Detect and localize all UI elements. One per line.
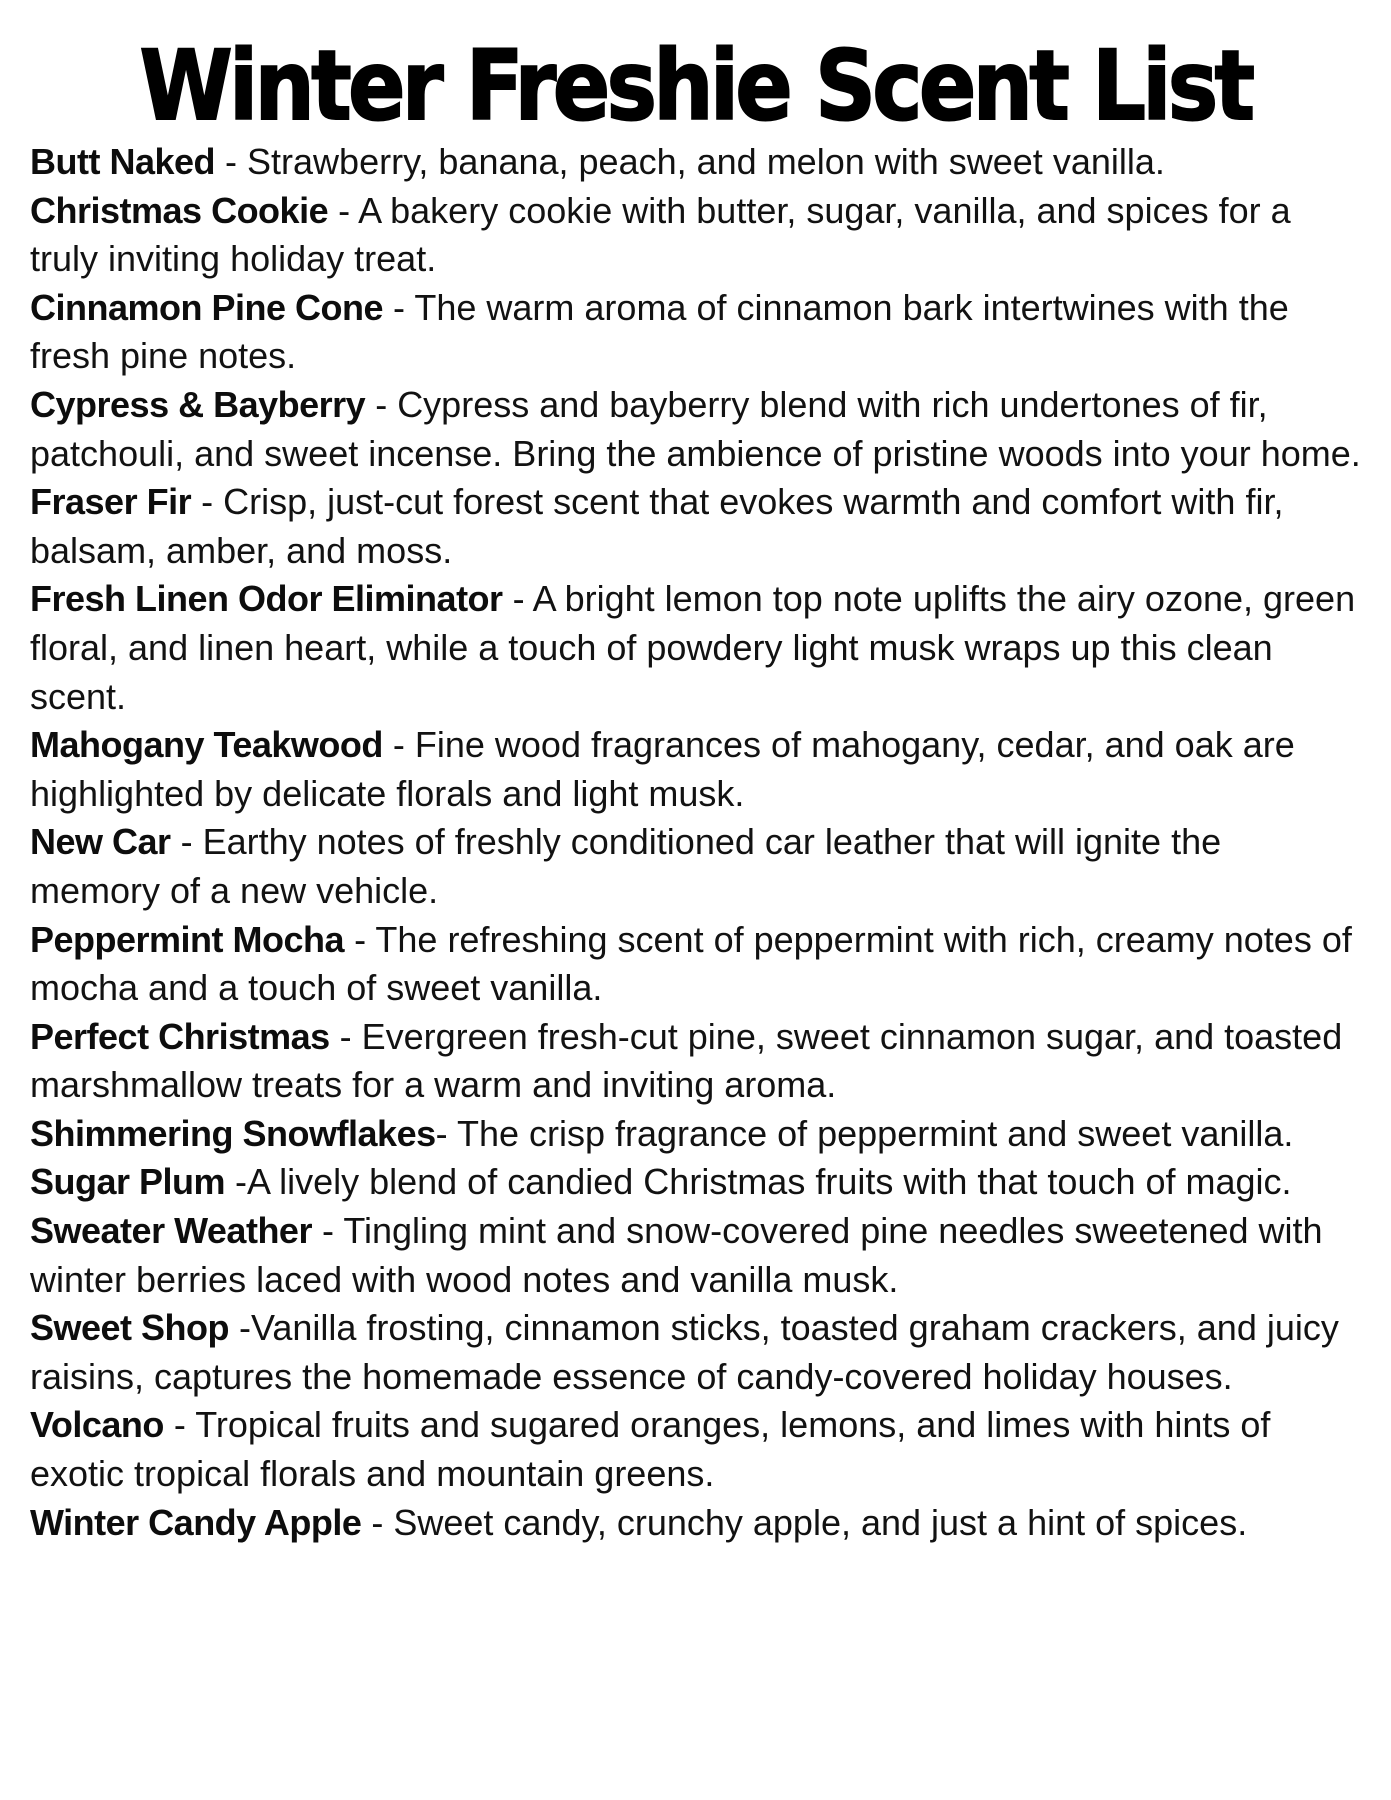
scent-separator: - (344, 918, 376, 960)
scent-description: Crisp, just-cut forest scent that evokes warmth and comfort with fir, balsam, amber, and moss. (30, 481, 1284, 571)
scent-name: Sweater Weather (30, 1210, 312, 1252)
scent-entry (30, 284, 1361, 381)
scent-name: Fraser Fir (30, 481, 192, 523)
scent-description: The refreshing scent of peppermint with rich, creamy notes of mocha and a touch of sweet vanilla. (30, 918, 1352, 1009)
scent-description: Sweet candy, crunchy apple, and just a hint of spices. (393, 1501, 1248, 1543)
page-title: Winter Freshie Scent List (139, 30, 1252, 142)
scent-description: Tingling mint and snow-covered pine needles sweetened with winter berries laced with wood notes and vanilla musk. (30, 1210, 1323, 1300)
scent-separator: - (383, 286, 415, 328)
scent-name: Fresh Linen Odor Eliminator (30, 578, 503, 620)
scent-name: Shimmering Snowflakes (30, 1112, 436, 1154)
scent-name: Mahogany Teakwood (30, 724, 383, 766)
scent-name: Butt Naked (30, 141, 216, 182)
scent-entry (30, 1401, 1361, 1498)
scent-description: Earthy notes of freshly conditioned car leather that will ignite the memory of a new vehicle. (30, 821, 1222, 911)
scent-separator: - (435, 1112, 457, 1154)
scent-name: Sweet Shop (30, 1307, 230, 1349)
scent-separator: - (170, 821, 203, 863)
scent-entry (30, 575, 1361, 721)
scent-separator: - (215, 141, 248, 182)
scent-description: A lively blend of candied Christmas fruits with that touch of magic. (247, 1161, 1292, 1203)
scent-separator: - (361, 1501, 394, 1543)
scent-separator: - (328, 189, 359, 231)
scent-name: Winter Candy Apple (30, 1501, 362, 1543)
scent-separator: - (225, 1161, 248, 1203)
scent-description: A bright lemon top note uplifts the airy ozone, green floral, and linen heart, while a touch of powdery light musk wraps up this clean scent. (30, 578, 1356, 717)
scent-entry (30, 1207, 1361, 1304)
scent-entry (30, 1499, 1361, 1548)
scent-description: Cypress and bayberry blend with rich undertones of fir, patchouli, and sweet incense. Bring the ambience of pristine woods into your home. (30, 383, 1361, 474)
scent-description: Strawberry, banana, peach, and melon with sweet vanilla. (247, 141, 1165, 182)
scent-separator: - (311, 1210, 344, 1252)
scent-separator: - (382, 724, 415, 766)
scent-separator: - (191, 481, 224, 523)
scent-separator: - (502, 578, 533, 620)
scent-list (30, 138, 1361, 1547)
scent-description: The warm aroma of cinnamon bark intertwines with the fresh pine notes. (30, 286, 1289, 377)
scent-description: Vanilla frosting, cinnamon sticks, toasted graham crackers, and juicy raisins, captures the homemade essence of candy-covered holiday houses. (30, 1307, 1339, 1397)
scent-entry (30, 721, 1361, 818)
scent-name: New Car (30, 821, 171, 863)
scent-separator: - (163, 1404, 196, 1446)
scent-entry (30, 1304, 1361, 1401)
scent-name: Cinnamon Pine Cone (30, 286, 384, 328)
scent-entry (30, 1013, 1361, 1110)
scent-entry (30, 138, 1361, 187)
scent-entry (30, 478, 1361, 575)
scent-name: Perfect Christmas (30, 1015, 330, 1057)
scent-separator: - (329, 1015, 362, 1057)
scent-name: Sugar Plum (30, 1161, 226, 1203)
scent-entry (30, 187, 1361, 284)
scent-description: Tropical fruits and sugared oranges, lemons, and limes with hints of exotic tropical florals and mountain greens. (30, 1404, 1271, 1495)
scent-separator: - (365, 383, 398, 425)
scent-name: Volcano (30, 1404, 164, 1446)
scent-entry (30, 1158, 1361, 1207)
scent-description: Evergreen fresh-cut pine, sweet cinnamon sugar, and toasted marshmallow treats for a warm and inviting aroma. (30, 1015, 1343, 1106)
scent-entry (30, 818, 1361, 915)
scent-entry (30, 916, 1361, 1013)
scent-description: The crisp fragrance of peppermint and sweet vanilla. (456, 1112, 1294, 1154)
scent-name: Peppermint Mocha (30, 918, 345, 960)
scent-name: Christmas Cookie (30, 189, 329, 231)
scent-entry (30, 1110, 1361, 1159)
scent-separator: - (229, 1307, 252, 1349)
scent-entry (30, 381, 1361, 478)
scent-description: A bakery cookie with butter, sugar, vanilla, and spices for a truly inviting holiday treat. (30, 189, 1291, 280)
scent-name: Cypress & Bayberry (30, 383, 366, 425)
scent-description: Fine wood fragrances of mahogany, cedar, and oak are highlighted by delicate florals and light musk. (30, 724, 1295, 814)
